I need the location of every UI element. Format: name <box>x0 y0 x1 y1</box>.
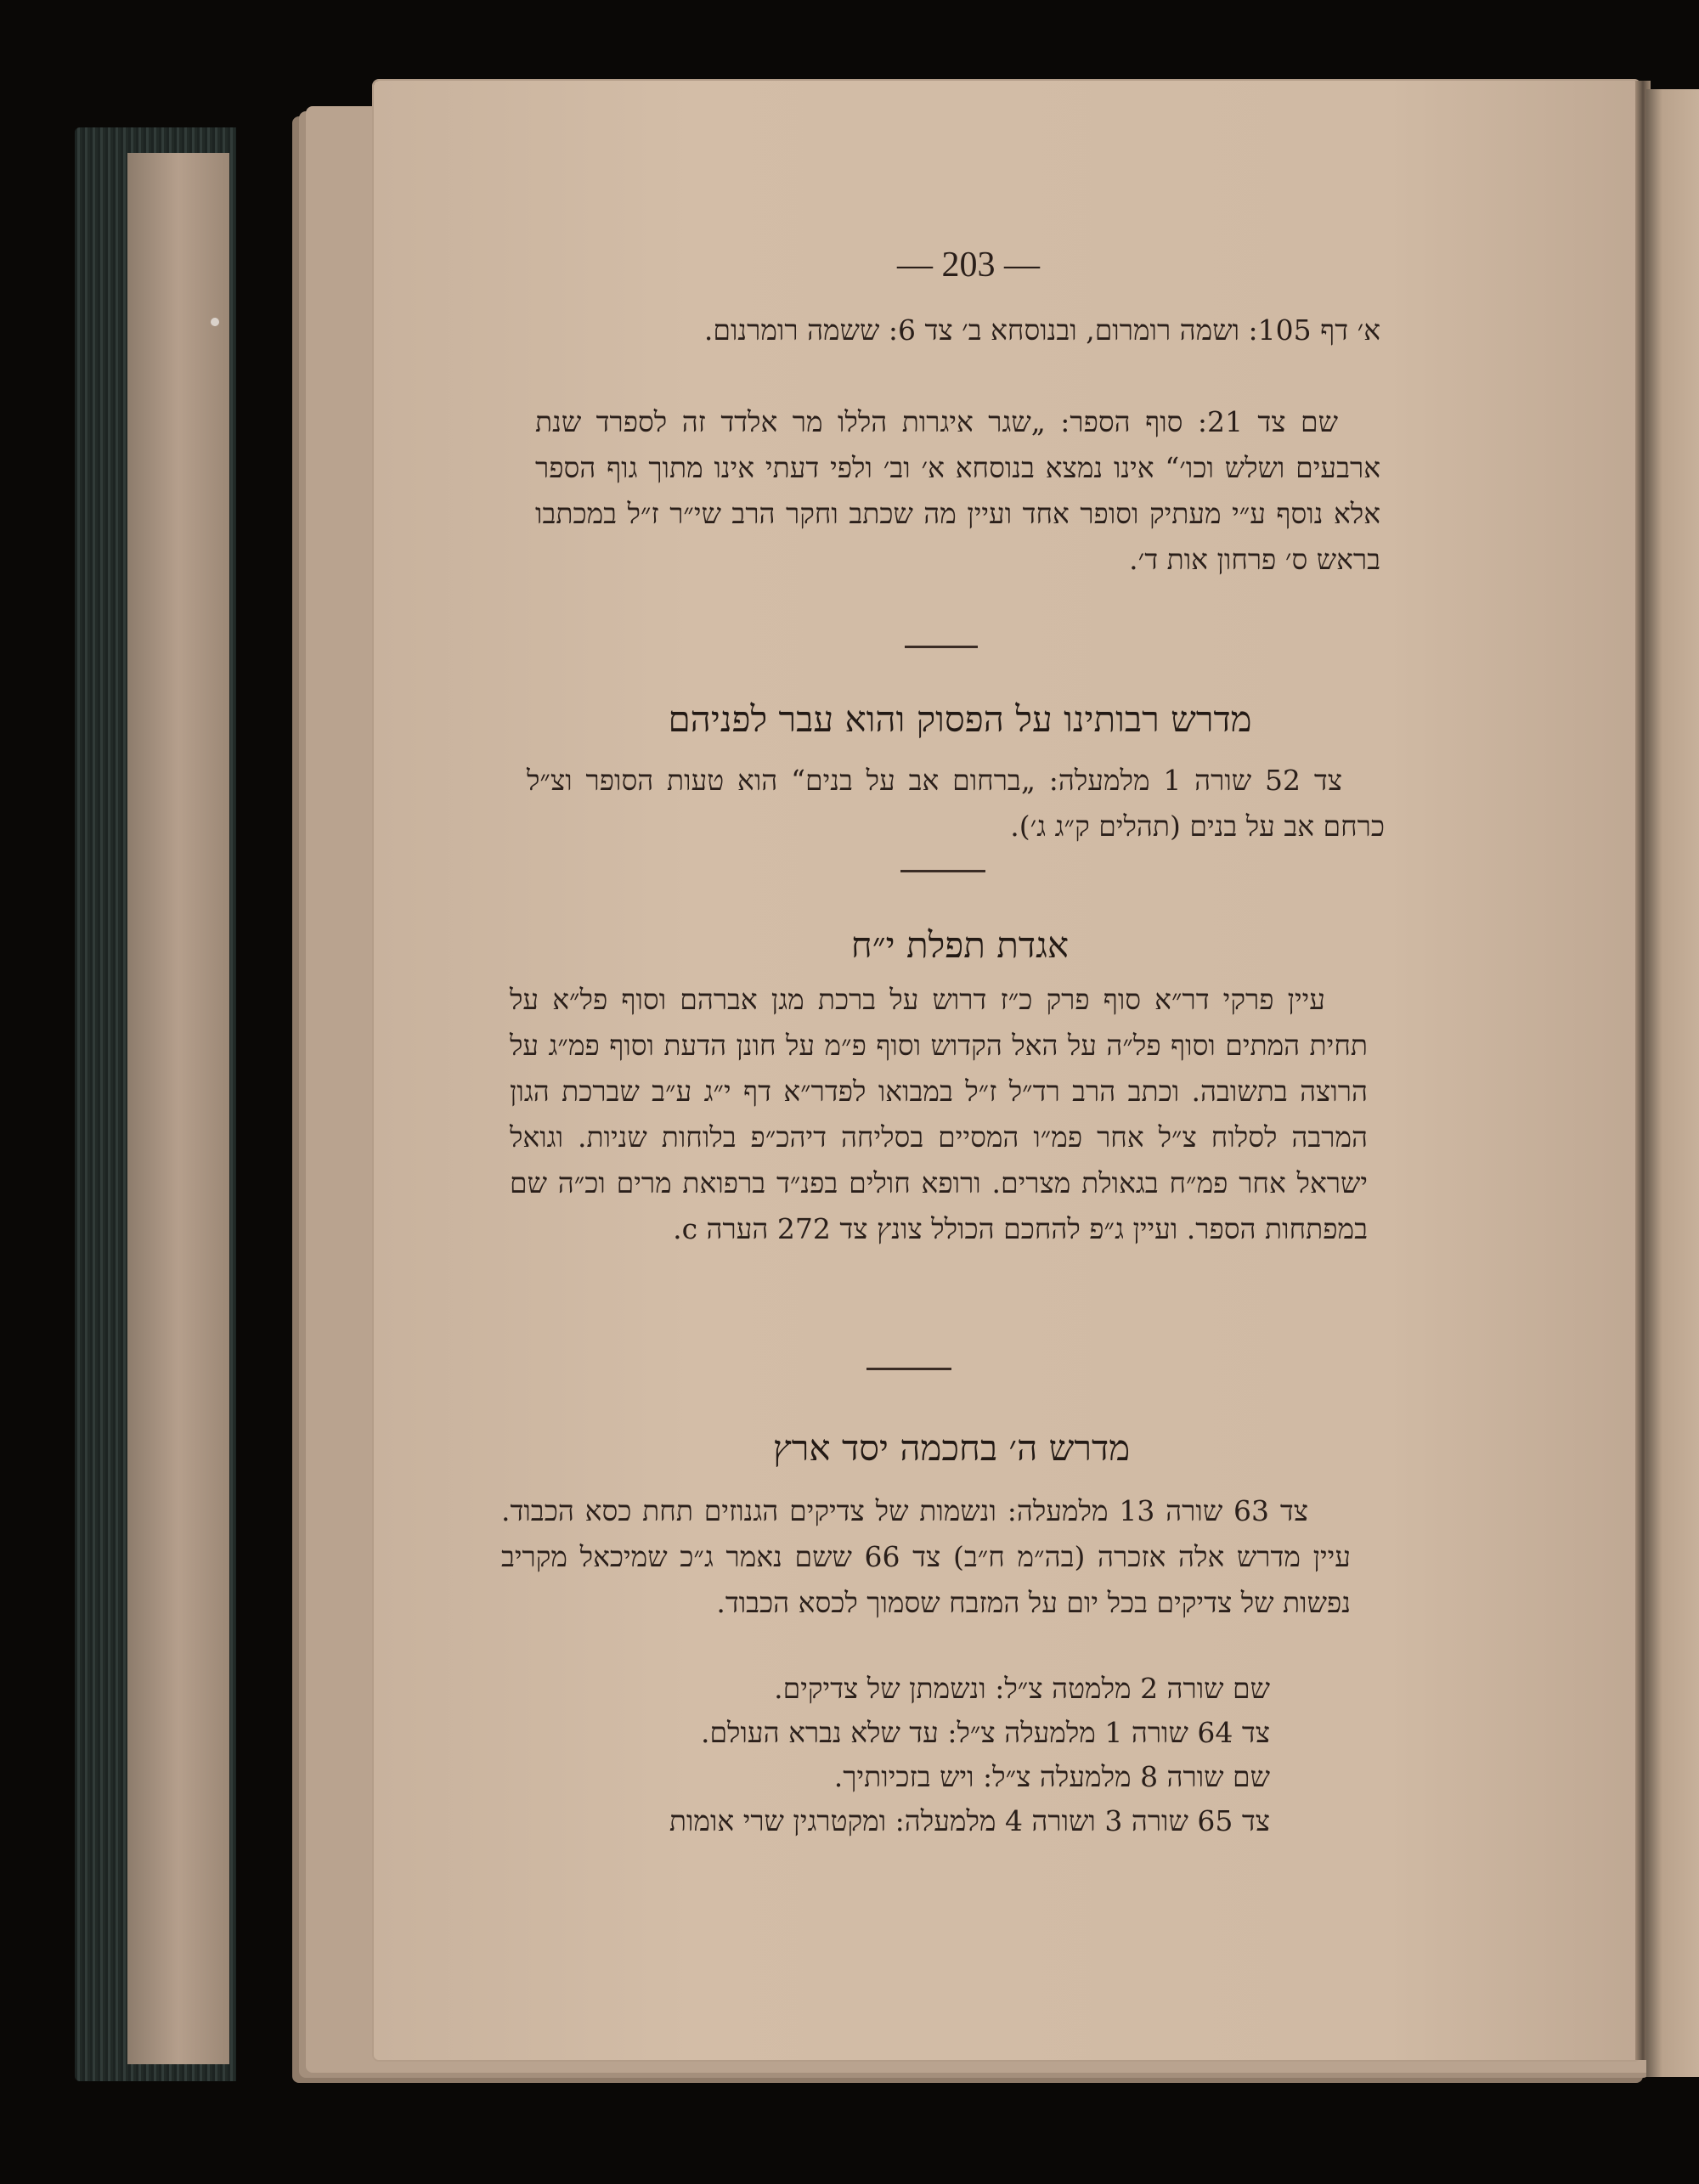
paragraph-section-2: עיין פרקי דר״א סוף פרק כ״ז דרוש על ברכת מגן אברהם וסוף פל״א על תחית המתים וסוף פל״ה על האל הקדוש וסוף פ״מ על חונן הדעת וסוף פמ״ג על הרוצה בתשובה. וכתב הרב רד״ל ז״ל במבואו לפדר״א דף י״ג ע״ב שברכת הגון המרבה לסלוח צ״ל אחר פמ״ו המסיים בסליחה דיהכ״פ בלוחות שניות. וגואל ישראל אחר פמ״ח בגאולת מצרים. ורופא חולים בפנ״ד ברפואת מרים וכ״ה שם במפתחות הספר. ועיין ג״פ להחכם הכולל צונץ צד 272 הערה c. <box>510 983 1368 1245</box>
section-divider <box>900 870 985 872</box>
paragraph-intro-1: א׳ דף 105: ושמה רומרום, ובנוסחא ב׳ צד 6: ששמה רומרנום. <box>703 313 1380 347</box>
section-heading-1: מדרש רבותינו על הפסוק והוא עבר לפניהם <box>668 698 1252 740</box>
page-number: — 203 — <box>897 245 1040 285</box>
correction-line: שם שורה 2 מלמטה צ״ל: ונשמתן של צדיקים. <box>774 1672 1270 1705</box>
correction-line: שם שורה 8 מלמעלה צ״ל: ויש בזכיותיך. <box>833 1760 1270 1793</box>
correction-line: צד 64 שורה 1 מלמעלה צ״ל: עד שלא נברא העולם. <box>700 1716 1270 1749</box>
next-page-edge <box>1646 89 1699 2077</box>
section-heading-3: מדרש ה׳ בחכמה יסד ארץ <box>772 1427 1131 1469</box>
section-heading-2: אגדת תפלת י״ח <box>850 924 1070 966</box>
paper-speck <box>211 318 219 326</box>
paragraph-intro-2: שם צד 21: סוף הספר: „שגר איגרות הללו מר אלדד זה לספרד שנת ארבעים ושלש וכו׳“ אינו נמצא בנוסחא א׳ וב׳ ולפי דעתי אינו מתוך גוף הספר אלא נוסף ע״י מעתיק וסופר אחד ועיין מה שכתב וחקר הרב שי״ר ז״ל במכתבו בראש ס׳ פרחון אות ד׳. <box>535 405 1380 576</box>
paragraph-section-1: צד 52 שורה 1 מלמעלה: „ברחום אב על בנים“ הוא טעות הסופר וצ״ל כרחם אב על בנים (תהלים ק״ג ג׳). <box>527 764 1385 843</box>
paragraph-section-3: צד 63 שורה 13 מלמעלה: ונשמות של צדיקים הגנוזים תחת כסא הכבוד. עיין מדרש אלה אזכרה (בה״מ ח״ב) צד 66 ששם נאמר ג״כ שמיכאל מקריב נפשות של צדיקים בכל יום על המזבח שסמוך לכסא הכבוד. <box>501 1494 1351 1619</box>
section-divider <box>866 1368 951 1370</box>
section-divider <box>905 646 978 648</box>
cover-edge <box>127 153 229 2064</box>
correction-line: צד 65 שורה 3 ושורה 4 מלמעלה: ומקטרגין שרי אומות <box>669 1804 1270 1837</box>
